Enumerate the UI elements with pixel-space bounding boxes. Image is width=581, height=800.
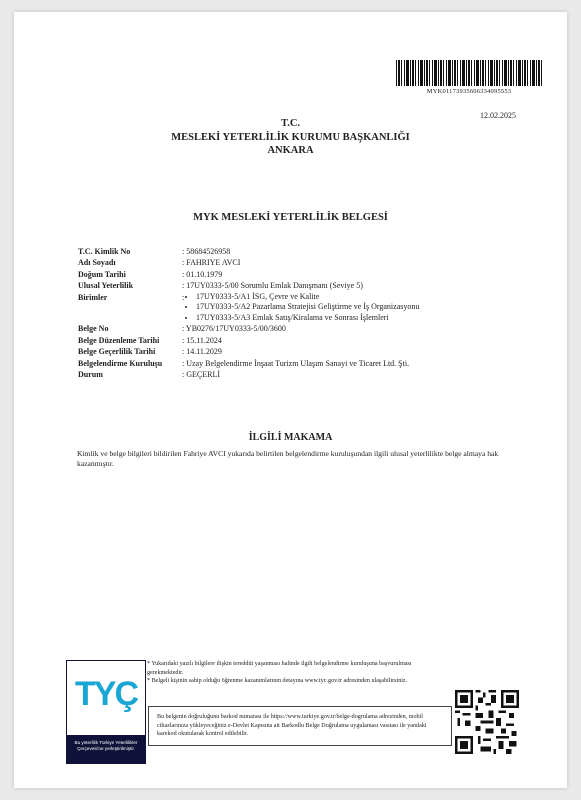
certificate-info-table — [78, 246, 512, 380]
logo-caption: Bu yeterlilik Türkiye Yeterlilikler Çerçevesi'ne yerleştirilmiştir. — [74, 740, 138, 751]
header-line-2: MESLEKİ YETERLİLİK KURUMU BAŞKANLIĞI — [171, 131, 410, 143]
qualification-label: Ulusal Yeterlilik — [78, 281, 134, 291]
units-list — [182, 292, 512, 324]
barcode-number: MYK01173935606334095553 — [426, 88, 512, 95]
info-row — [78, 369, 512, 380]
validity-date-value: : 14.11.2029 — [182, 347, 222, 357]
header-line-1: T.C. — [280, 118, 301, 129]
issue-date-value: : 15.11.2024 — [182, 335, 222, 345]
statement-paragraph: Kimlik ve belge bilgileri bildirilen Fahriye AVCI yukarıda belirtilen belgelendirme kuruluşundan ilgili ulusal yeterlilikte belge almaya hak kazanmıştır. — [77, 449, 499, 469]
qualification-value: : 17UY0333-5/00 Sorumlu Emlak Danışmanı (Seviye 5) — [182, 281, 363, 291]
tc-label: T.C. Kimlik No — [78, 247, 131, 256]
info-row — [78, 257, 512, 268]
certificate-no-label: Belge No — [78, 324, 109, 334]
header-line-3: ANKARA — [267, 145, 314, 156]
info-row — [78, 280, 512, 291]
document-date: 12.02.2025 — [480, 111, 516, 120]
units-value: : • 17UY0333-5/A1 İSG, Çevre ve Kalite • 17UY0333-5/A2 Pazarlama Stratejisi Geliştirme ve İş Organizasyonu • 17UY0333-5/A3 Emlak Satış/Kiralama ve Sonrası İşlemleri — [182, 292, 512, 324]
tyc-logo-icon: TYÇ — [75, 675, 137, 713]
certification-body-value: : Uzay Belgelendirme İnşaat Turizm Ulaşım Sanayi ve Ticaret Ltd. Şti. — [182, 358, 410, 368]
issue-date-label: Belge Düzenleme Tarihi — [78, 335, 160, 345]
certificate-page — [14, 12, 567, 788]
list-item: • 17UY0333-5/A2 Pazarlama Stratejisi Geliştirme ve İş Organizasyonu — [196, 302, 512, 313]
list-item: • 17UY0333-5/A3 Emlak Satış/Kiralama ve Sonrası İşlemleri — [196, 313, 512, 324]
units-label: Birimler — [78, 292, 108, 302]
name-label: Adı Soyadı — [78, 258, 116, 268]
to-whom-title: İLGİLİ MAKAMA — [248, 432, 333, 443]
info-row — [78, 335, 512, 346]
qr-code-icon[interactable] — [455, 690, 519, 754]
status-label: Durum — [78, 370, 103, 380]
list-item: • 17UY0333-5/A1 İSG, Çevre ve Kalite — [196, 292, 512, 303]
barcode-icon — [396, 60, 542, 86]
birth-label: Doğum Tarihi — [78, 269, 126, 279]
barcode — [396, 60, 542, 95]
verification-box: Bu belgenin doğruluğunu barkod numarası ile https://www.turkiye.gov.tr/belge-dogrulama adresinden, mobil cihazlarınıza yükleyeceğiniz e-Devlet Kapısına ait Barkodlu Belge Doğrulama uygulaması vasıtası ile yandaki karekod okutularak kontrol edilebilir. — [148, 706, 452, 746]
document-title: MYK MESLEKİ YETERLİLİK BELGESİ — [193, 212, 388, 223]
info-row — [78, 323, 512, 334]
birth-value: : 01.10.1979 — [182, 269, 223, 279]
info-row — [78, 246, 512, 257]
info-row — [78, 269, 512, 280]
validity-date-label: Belge Geçerlilik Tarihi — [78, 347, 156, 357]
tc-value: : 58684526958 — [182, 247, 231, 256]
info-row — [78, 358, 512, 369]
status-value: : GEÇERLİ — [182, 370, 220, 380]
footnote-2: * Belgeli kişinin sahip olduğu öğrenme kazanımlarının detayına www.tyc.gov.tr adresinden ulaşabilirsiniz. — [147, 678, 408, 685]
tyc-logo — [66, 660, 146, 764]
footnote-1: * Yukarıdaki yazılı bilgilere ilişkin tereddüt yaşanması halinde ilgili belgelendirme kuruluşuna başvurulması gerekmektedir. — [147, 661, 412, 676]
certification-body-label: Belgelendirme Kuruluşu — [78, 358, 163, 368]
name-value: : FAHRIYE AVCI — [182, 258, 241, 268]
certificate-no-value: : YB0276/17UY0333-5/00/3600 — [182, 324, 286, 334]
info-row — [78, 292, 512, 324]
issuer-header — [14, 117, 567, 158]
footnotes — [147, 660, 447, 686]
info-row — [78, 346, 512, 357]
